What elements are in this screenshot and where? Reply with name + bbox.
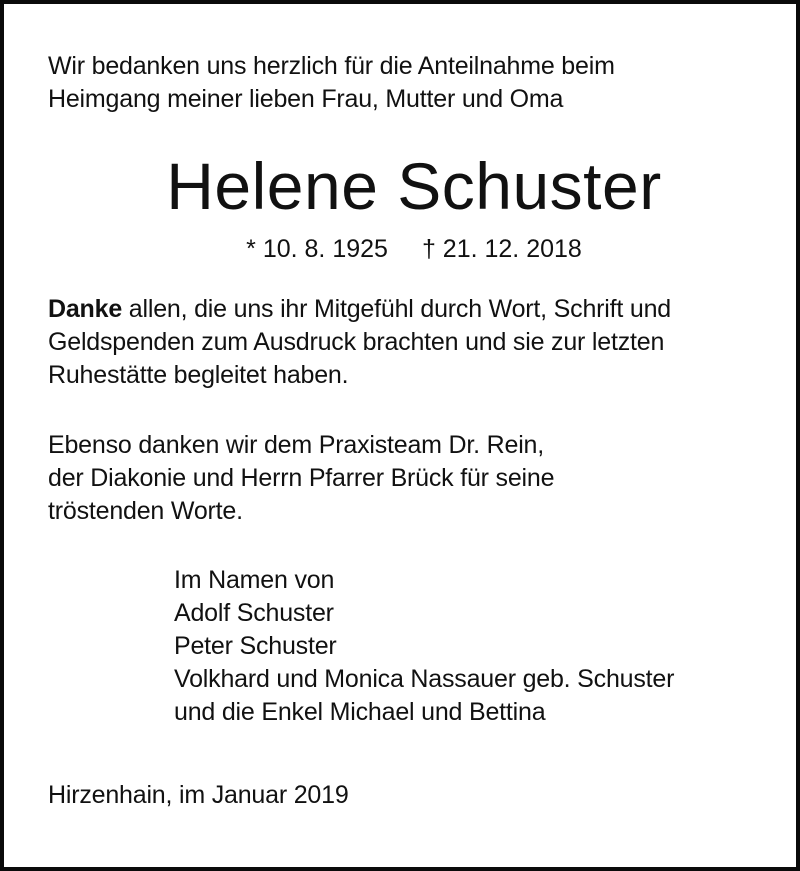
- deceased-name: Helene Schuster: [166, 149, 662, 223]
- thanks-line-1-rest: allen, die uns ihr Mitgefühl durch Wort, Schrift und: [122, 295, 671, 323]
- life-dates: [4, 233, 800, 266]
- birth-date: * 10. 8. 1925: [246, 235, 388, 263]
- death-date: † 21. 12. 2018: [421, 235, 582, 263]
- second-paragraph-line-3: tröstenden Worte.: [48, 497, 243, 525]
- signature-line-3: Peter Schuster: [174, 632, 337, 660]
- intro-line-2: Heimgang meiner lieben Frau, Mutter und Oma: [48, 85, 564, 113]
- intro-line-1: Wir bedanken uns herzlich für die Anteilnahme beim: [48, 52, 615, 80]
- thanks-line-2: Geldspenden zum Ausdruck brachten und sie zur letzten: [48, 328, 665, 356]
- signature-line-1: Im Namen von: [174, 566, 335, 594]
- second-paragraph-line-1: Ebenso danken wir dem Praxisteam Dr. Rein,: [48, 431, 544, 459]
- signature-line-2: Adolf Schuster: [174, 599, 334, 627]
- place-and-date: Hirzenhain, im Januar 2019: [48, 781, 349, 809]
- thanks-bold-word: Danke: [48, 295, 123, 323]
- thanks-line-3: Ruhestätte begleitet haben.: [48, 361, 349, 389]
- signature-line-5: und die Enkel Michael und Bettina: [174, 698, 546, 726]
- signature-line-4: Volkhard und Monica Nassauer geb. Schuster: [174, 665, 675, 693]
- second-paragraph-line-2: der Diakonie und Herrn Pfarrer Brück für seine: [48, 464, 555, 492]
- thanks-line-1: [48, 293, 671, 326]
